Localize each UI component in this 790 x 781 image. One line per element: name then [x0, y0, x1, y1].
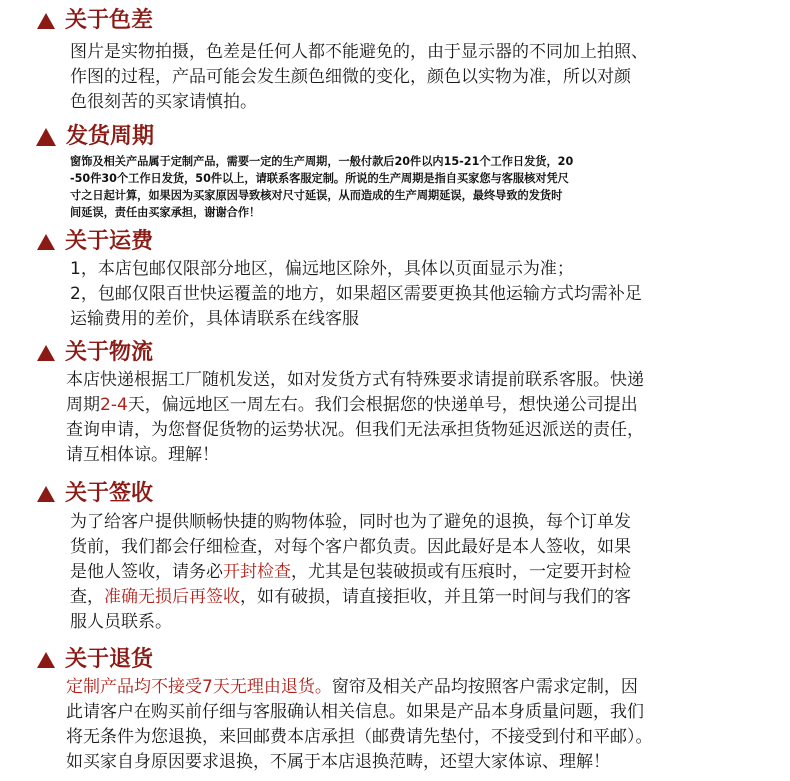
text-segment: ，如有破损，请直接拒收，并且第一时间与我们的客 [240, 587, 631, 607]
section-body [70, 40, 648, 115]
body-line [70, 585, 631, 610]
body-line [66, 393, 644, 418]
section-body [70, 153, 573, 221]
text-segment: 窗帘及相关产品均按照客户需求定制，因 [331, 677, 638, 697]
triangle-bullet-icon [37, 13, 55, 29]
highlight-delivery-days: 2-4 [100, 395, 128, 415]
body-line: 查询申请，为您督促货物的运势状况。但我们无法承担货物延迟派送的责任， [66, 420, 644, 440]
body-line: 作图的过程，产品可能会发生颜色细微的变化，颜色以实物为准，所以对颜 [70, 67, 631, 87]
section-title: 关于色差 [65, 8, 154, 33]
body-line [70, 560, 631, 585]
triangle-bullet-icon [37, 486, 55, 502]
section-title: 关于退货 [65, 647, 154, 672]
triangle-bullet-icon [36, 128, 56, 146]
section-body [70, 510, 631, 635]
body-line: 寸之日起计算，如果因为买家原因导致核对尺寸延误，从而造成的生产周期延误，最终导致的发货时 [70, 189, 563, 202]
section-title: 关于签收 [65, 481, 154, 506]
body-line: 2，包邮仅限百世快运覆盖的地方，如果超区需要更换其他运输方式均需补足 [70, 284, 642, 304]
body-line [66, 675, 653, 700]
text-segment: 查， [70, 587, 104, 607]
body-line: 1，本店包邮仅限部分地区，偏远地区除外，具体以页面显示为准； [70, 259, 574, 279]
highlight-sign-after-check: 准确无损后再签收 [104, 587, 240, 607]
text-segment: 周期 [66, 395, 100, 415]
section-heading [37, 647, 153, 673]
section-heading [36, 124, 154, 150]
body-line: 图片是实物拍摄，色差是任何人都不能避免的，由于显示器的不同加上拍照、 [70, 42, 648, 62]
body-line: -50件30个工作日发货，50件以上，请联系客服定制。所说的生产周期是指自买家您与客服核对凭尺 [70, 172, 569, 185]
body-line: 货前，我们都会仔细检查，对每个客户都负责。因此最好是本人签收，如果 [70, 537, 631, 557]
highlight-open-check: 开封检查 [223, 562, 291, 582]
section-body [66, 675, 653, 775]
section-body [66, 368, 644, 468]
section-heading [37, 481, 153, 507]
triangle-bullet-icon [37, 234, 55, 250]
section-heading [37, 340, 153, 366]
body-line: 窗饰及相关产品属于定制产品，需要一定的生产周期，一般付款后20件以内15-21个工作日发货，20 [70, 155, 574, 168]
body-line: 如买家自身原因要求退换，不属于本店退换范畴，还望大家体谅、理解！ [66, 752, 610, 772]
highlight-no-return: 定制产品均不接受7天无理由退货。 [66, 677, 332, 697]
section-title: 关于物流 [65, 340, 154, 365]
triangle-bullet-icon [37, 652, 55, 668]
section-heading [37, 229, 153, 255]
body-line: 服人员联系。 [70, 612, 172, 632]
body-line: 色很刻苦的买家请慎拍。 [70, 92, 257, 112]
text-segment: 是他人签收，请务必 [70, 562, 223, 582]
section-title: 关于运费 [65, 229, 154, 254]
section-title: 发货周期 [66, 124, 155, 149]
body-line: 为了给客户提供顺畅快捷的购物体验，同时也为了避免的退换，每个订单发 [70, 512, 631, 532]
section-heading [37, 8, 153, 34]
section-body [70, 257, 642, 332]
body-line: 请互相体谅。理解！ [66, 445, 219, 465]
body-line: 此请客户在购买前仔细与客服确认相关信息。如果是产品本身质量问题，我们 [66, 702, 644, 722]
triangle-bullet-icon [37, 345, 55, 361]
text-segment: 天，偏远地区一周左右。我们会根据您的快递单号，想快递公司提出 [127, 395, 638, 415]
body-line: 运输费用的差价，具体请联系在线客服 [70, 309, 359, 329]
body-line: 将无条件为您退换，来回邮费本店承担（邮费请先垫付，不接受到付和平邮）。 [66, 727, 653, 747]
text-segment: ，尤其是包装破损或有压痕时，一定要开封检 [291, 562, 631, 582]
body-line: 本店快递根据工厂随机发送，如对发货方式有特殊要求请提前联系客服。快递 [66, 370, 644, 390]
body-line: 间延误，责任由买家承担，谢谢合作！ [70, 206, 261, 219]
